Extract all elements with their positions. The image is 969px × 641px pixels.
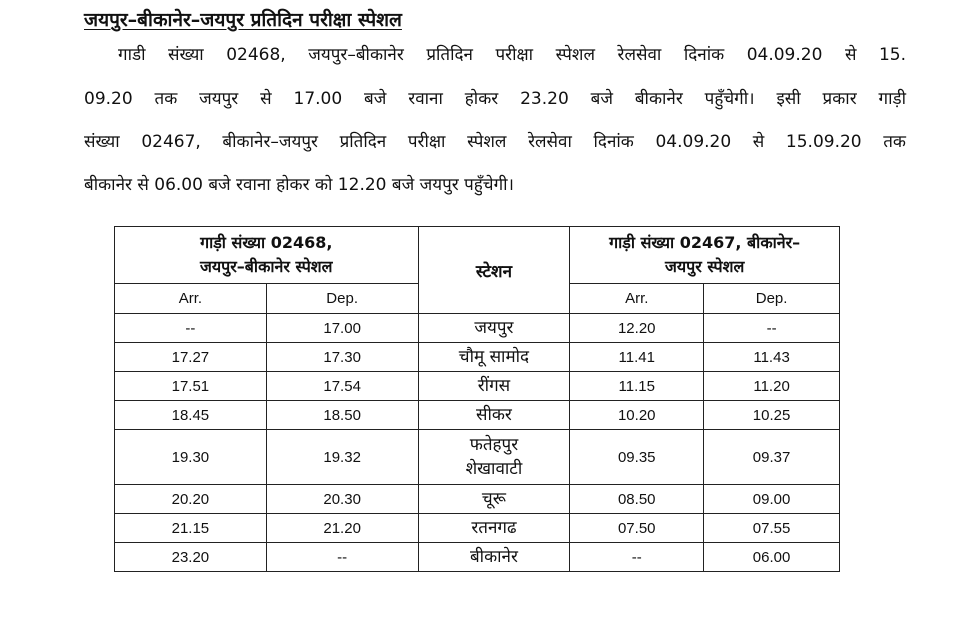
station-name — [418, 430, 570, 485]
train-02468-departure: 20.30 — [266, 485, 418, 514]
station-name: चौमू सामोद — [418, 343, 570, 372]
train-02468-departure: 19.32 — [266, 430, 418, 485]
train-02467-departure: 11.43 — [704, 343, 840, 372]
train-02467-arrival: -- — [570, 543, 704, 572]
train-02468-departure: 18.50 — [266, 401, 418, 430]
train-02467-arrival: 12.20 — [570, 314, 704, 343]
station-name: जयपुर — [418, 314, 570, 343]
train-02468-departure: 17.54 — [266, 372, 418, 401]
station-name-line-2: शेखावाटी — [465, 459, 523, 479]
station-name: सीकर — [418, 401, 570, 430]
train-02467-dep-label: Dep. — [704, 284, 840, 314]
train-02467-departure: 11.20 — [704, 372, 840, 401]
table-row — [115, 543, 840, 572]
train-02468-arrival: 17.27 — [115, 343, 267, 372]
paragraph-line-2: 09.20 तक जयपुर से 17.00 बजे रवाना होकर 23.20 बजे बीकानेर पहुँचेगी। इसी प्रकार गाड़ी — [84, 89, 906, 109]
train-02467-arrival: 09.35 — [570, 430, 704, 485]
train-02468-arrival: 20.20 — [115, 485, 267, 514]
train-02468-arrival: 21.15 — [115, 514, 267, 543]
train-02468-arrival: 19.30 — [115, 430, 267, 485]
train-02468-arrival: 23.20 — [115, 543, 267, 572]
table-header-row — [115, 227, 840, 284]
train-02468-departure: 21.20 — [266, 514, 418, 543]
train-02468-departure: -- — [266, 543, 418, 572]
paragraph-line-3: संख्या 02467, बीकानेर–जयपुर प्रतिदिन परीक्षा स्पेशल रेलसेवा दिनांक 04.09.20 से 15.09.20 तक — [84, 132, 906, 152]
table-row — [115, 372, 840, 401]
train-02467-header — [570, 227, 840, 284]
station-name: रतनगढ — [418, 514, 570, 543]
station-name: चूरू — [418, 485, 570, 514]
train-02468-arrival: -- — [115, 314, 267, 343]
train-02468-departure: 17.00 — [266, 314, 418, 343]
page-heading: जयपुर–बीकानेर–जयपुर प्रतिदिन परीक्षा स्पेशल — [84, 9, 402, 31]
train-02467-arrival: 08.50 — [570, 485, 704, 514]
station-name: रींगस — [418, 372, 570, 401]
paragraph-line-4: बीकानेर से 06.00 बजे रवाना होकर को 12.20 बजे जयपुर पहुँचेगी। — [84, 175, 514, 195]
train-02467-departure: -- — [704, 314, 840, 343]
train-02467-departure: 09.00 — [704, 485, 840, 514]
paragraph-line-1: गाडी संख्या 02468, जयपुर–बीकानेर प्रतिदिन परीक्षा स्पेशल रेलसेवा दिनांक 04.09.20 से 15. — [118, 45, 906, 65]
train-02467-arrival: 11.15 — [570, 372, 704, 401]
table-row — [115, 485, 840, 514]
train-02467-arrival: 10.20 — [570, 401, 704, 430]
timetable — [114, 226, 840, 572]
train-02467-departure: 07.55 — [704, 514, 840, 543]
train-02468-header-line-1: गाड़ी संख्या 02468, — [200, 233, 333, 252]
station-name-line-1: फतेहपुर — [469, 435, 519, 455]
train-02468-header — [115, 227, 419, 284]
train-02468-departure: 17.30 — [266, 343, 418, 372]
train-02467-header-line-1: गाड़ी संख्या 02467, बीकानेर– — [609, 233, 801, 252]
train-02467-departure: 09.37 — [704, 430, 840, 485]
train-02468-header-line-2: जयपुर–बीकानेर स्पेशल — [200, 257, 333, 276]
train-02467-departure: 10.25 — [704, 401, 840, 430]
table-row — [115, 343, 840, 372]
train-02468-arrival: 17.51 — [115, 372, 267, 401]
train-02467-arrival: 07.50 — [570, 514, 704, 543]
table-row — [115, 514, 840, 543]
train-02468-arrival: 18.45 — [115, 401, 267, 430]
train-02467-arr-label: Arr. — [570, 284, 704, 314]
train-02468-arr-label: Arr. — [115, 284, 267, 314]
table-row — [115, 314, 840, 343]
train-02467-arrival: 11.41 — [570, 343, 704, 372]
station-header: स्टेशन — [418, 227, 570, 314]
table-row — [115, 430, 840, 485]
table-row — [115, 401, 840, 430]
train-02468-dep-label: Dep. — [266, 284, 418, 314]
station-name: बीकानेर — [418, 543, 570, 572]
train-02467-departure: 06.00 — [704, 543, 840, 572]
train-02467-header-line-2: जयपुर स्पेशल — [664, 257, 745, 276]
